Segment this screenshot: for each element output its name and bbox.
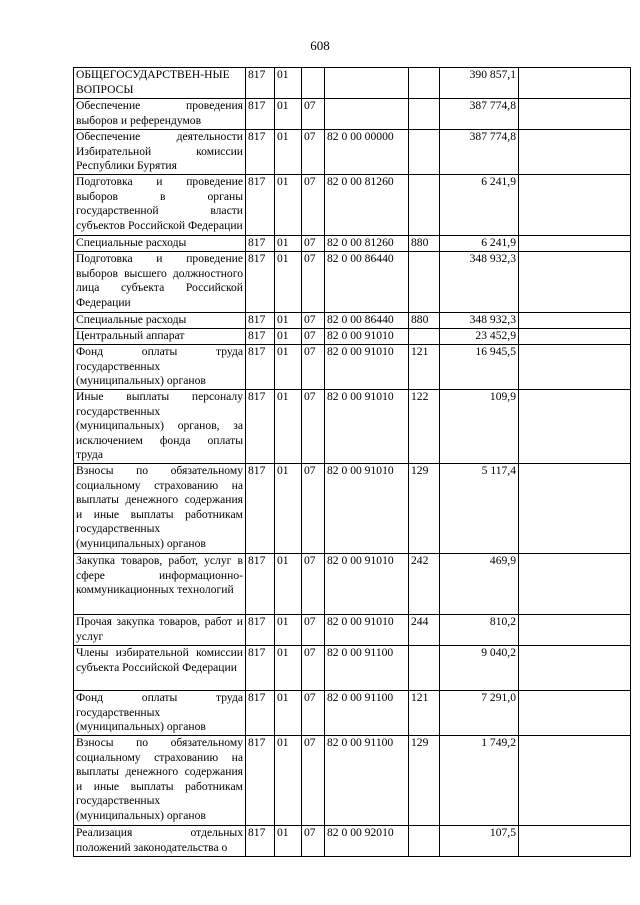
grbs-code-cell: 817 (246, 313, 275, 329)
expense-type-cell: 242 (409, 553, 440, 614)
section-code-cell: 01 (275, 130, 302, 175)
table-row (74, 99, 631, 130)
target-article-cell: 82 0 00 91010 (325, 345, 409, 390)
section-code-cell: 01 (275, 553, 302, 614)
subsection-code-cell: 07 (302, 130, 325, 175)
grbs-code-cell: 817 (246, 614, 275, 645)
budget-table (73, 67, 631, 857)
amount-cell: 107,5 (440, 825, 519, 856)
expense-type-cell (409, 329, 440, 345)
expense-name-cell: Члены избирательной комиссии субъекта Российской Федерации (74, 645, 246, 690)
grbs-code-cell: 817 (246, 68, 275, 99)
empty-cell (519, 236, 631, 252)
grbs-code-cell: 817 (246, 553, 275, 614)
grbs-code-cell: 817 (246, 390, 275, 464)
expense-name-cell: Обеспечение деятельности Избирательной комиссии Республики Бурятия (74, 130, 246, 175)
empty-cell (519, 252, 631, 313)
table-row (74, 175, 631, 236)
section-code-cell: 01 (275, 345, 302, 390)
target-article-cell: 82 0 00 86440 (325, 313, 409, 329)
subsection-code-cell: 07 (302, 345, 325, 390)
target-article-cell: 82 0 00 91010 (325, 329, 409, 345)
grbs-code-cell: 817 (246, 345, 275, 390)
expense-type-cell: 244 (409, 614, 440, 645)
amount-cell: 387 774,8 (440, 130, 519, 175)
grbs-code-cell: 817 (246, 130, 275, 175)
table-row (74, 735, 631, 825)
expense-type-cell: 129 (409, 735, 440, 825)
target-article-cell: 82 0 00 92010 (325, 825, 409, 856)
target-article-cell: 82 0 00 91100 (325, 690, 409, 735)
empty-cell (519, 313, 631, 329)
expense-name-cell: Подготовка и проведение выборов высшего должностного лица субъекта Российской Федерации (74, 252, 246, 313)
table-body (74, 68, 631, 857)
amount-cell: 6 241,9 (440, 236, 519, 252)
section-code-cell: 01 (275, 735, 302, 825)
subsection-code-cell (302, 68, 325, 99)
subsection-code-cell: 07 (302, 690, 325, 735)
expense-name-cell: Иные выплаты персоналу государственных (муниципальных) органов, за исключением фонда оплаты труда (74, 390, 246, 464)
grbs-code-cell: 817 (246, 645, 275, 690)
page-number: 608 (310, 38, 330, 53)
subsection-code-cell: 07 (302, 99, 325, 130)
subsection-code-cell: 07 (302, 390, 325, 464)
expense-name-cell: Фонд оплаты труда государственных (муниципальных) органов (74, 345, 246, 390)
table-row (74, 130, 631, 175)
section-code-cell: 01 (275, 614, 302, 645)
expense-name-cell: Фонд оплаты труда государственных (муниципальных) органов (74, 690, 246, 735)
grbs-code-cell: 817 (246, 735, 275, 825)
table-row (74, 313, 631, 329)
amount-cell: 16 945,5 (440, 345, 519, 390)
empty-cell (519, 68, 631, 99)
subsection-code-cell: 07 (302, 825, 325, 856)
grbs-code-cell: 817 (246, 175, 275, 236)
expense-name-cell: Специальные расходы (74, 236, 246, 252)
amount-cell: 23 452,9 (440, 329, 519, 345)
subsection-code-cell: 07 (302, 463, 325, 553)
expense-name-cell: Взносы по обязательному социальному страхованию на выплаты денежного содержания и иные выплаты работникам государственных (муниципальных) органов (74, 463, 246, 553)
amount-cell: 6 241,9 (440, 175, 519, 236)
empty-cell (519, 463, 631, 553)
table-row (74, 463, 631, 553)
target-article-cell: 82 0 00 91010 (325, 553, 409, 614)
table-row (74, 825, 631, 856)
amount-cell: 348 932,3 (440, 313, 519, 329)
subsection-code-cell: 07 (302, 645, 325, 690)
expense-type-cell (409, 130, 440, 175)
expense-type-cell (409, 99, 440, 130)
section-code-cell: 01 (275, 99, 302, 130)
grbs-code-cell: 817 (246, 463, 275, 553)
expense-name-cell: Подготовка и проведение выборов в органы государственной власти субъектов Российской Федерации (74, 175, 246, 236)
expense-type-cell (409, 175, 440, 236)
subsection-code-cell: 07 (302, 735, 325, 825)
empty-cell (519, 553, 631, 614)
target-article-cell: 82 0 00 91010 (325, 390, 409, 464)
section-code-cell: 01 (275, 252, 302, 313)
expense-type-cell (409, 825, 440, 856)
subsection-code-cell: 07 (302, 236, 325, 252)
grbs-code-cell: 817 (246, 825, 275, 856)
target-article-cell (325, 99, 409, 130)
empty-cell (519, 99, 631, 130)
target-article-cell: 82 0 00 91100 (325, 735, 409, 825)
empty-cell (519, 345, 631, 390)
amount-cell: 7 291,0 (440, 690, 519, 735)
expense-type-cell: 122 (409, 390, 440, 464)
subsection-code-cell: 07 (302, 614, 325, 645)
expense-type-cell: 880 (409, 313, 440, 329)
subsection-code-cell: 07 (302, 329, 325, 345)
table-row (74, 614, 631, 645)
expense-name-cell: Центральный аппарат (74, 329, 246, 345)
table-row (74, 645, 631, 690)
expense-name-cell: Прочая закупка товаров, работ и услуг (74, 614, 246, 645)
amount-cell: 5 117,4 (440, 463, 519, 553)
empty-cell (519, 329, 631, 345)
subsection-code-cell: 07 (302, 175, 325, 236)
expense-name-cell: Закупка товаров, работ, услуг в сфере информационно-коммуникационных технологий (74, 553, 246, 614)
grbs-code-cell: 817 (246, 329, 275, 345)
expense-type-cell: 880 (409, 236, 440, 252)
section-code-cell: 01 (275, 645, 302, 690)
target-article-cell: 82 0 00 91010 (325, 614, 409, 645)
target-article-cell: 82 0 00 91100 (325, 645, 409, 690)
table-row (74, 252, 631, 313)
target-article-cell (325, 68, 409, 99)
empty-cell (519, 175, 631, 236)
subsection-code-cell: 07 (302, 553, 325, 614)
expense-name-cell: Взносы по обязательному социальному страхованию на выплаты денежного содержания и иные выплаты работникам государственных (муниципальных) органов (74, 735, 246, 825)
expense-name-cell: Обеспечение проведения выборов и референдумов (74, 99, 246, 130)
expense-name-cell: Реализация отдельных положений законодательства о (74, 825, 246, 856)
expense-name-cell: Специальные расходы (74, 313, 246, 329)
expense-type-cell (409, 68, 440, 99)
table-row (74, 345, 631, 390)
subsection-code-cell: 07 (302, 252, 325, 313)
expense-type-cell: 121 (409, 345, 440, 390)
empty-cell (519, 645, 631, 690)
empty-cell (519, 614, 631, 645)
table-row (74, 390, 631, 464)
table-row (74, 329, 631, 345)
amount-cell: 9 040,2 (440, 645, 519, 690)
section-code-cell: 01 (275, 68, 302, 99)
target-article-cell: 82 0 00 00000 (325, 130, 409, 175)
empty-cell (519, 690, 631, 735)
grbs-code-cell: 817 (246, 99, 275, 130)
section-code-cell: 01 (275, 825, 302, 856)
expense-type-cell (409, 645, 440, 690)
section-code-cell: 01 (275, 690, 302, 735)
expense-type-cell (409, 252, 440, 313)
grbs-code-cell: 817 (246, 252, 275, 313)
target-article-cell: 82 0 00 86440 (325, 252, 409, 313)
table-row (74, 553, 631, 614)
grbs-code-cell: 817 (246, 236, 275, 252)
section-code-cell: 01 (275, 236, 302, 252)
empty-cell (519, 130, 631, 175)
amount-cell: 810,2 (440, 614, 519, 645)
target-article-cell: 82 0 00 91010 (325, 463, 409, 553)
amount-cell: 348 932,3 (440, 252, 519, 313)
amount-cell: 390 857,1 (440, 68, 519, 99)
section-code-cell: 01 (275, 329, 302, 345)
section-code-cell: 01 (275, 313, 302, 329)
amount-cell: 109,9 (440, 390, 519, 464)
amount-cell: 387 774,8 (440, 99, 519, 130)
amount-cell: 469,9 (440, 553, 519, 614)
expense-type-cell: 121 (409, 690, 440, 735)
section-code-cell: 01 (275, 175, 302, 236)
section-code-cell: 01 (275, 463, 302, 553)
target-article-cell: 82 0 00 81260 (325, 175, 409, 236)
table-row (74, 690, 631, 735)
table-row (74, 68, 631, 99)
empty-cell (519, 390, 631, 464)
target-article-cell: 82 0 00 81260 (325, 236, 409, 252)
subsection-code-cell: 07 (302, 313, 325, 329)
expense-name-cell: ОБЩЕГОСУДАРСТВЕН-НЫЕ ВОПРОСЫ (74, 68, 246, 99)
amount-cell: 1 749,2 (440, 735, 519, 825)
empty-cell (519, 825, 631, 856)
empty-cell (519, 735, 631, 825)
section-code-cell: 01 (275, 390, 302, 464)
expense-type-cell: 129 (409, 463, 440, 553)
grbs-code-cell: 817 (246, 690, 275, 735)
table-row (74, 236, 631, 252)
